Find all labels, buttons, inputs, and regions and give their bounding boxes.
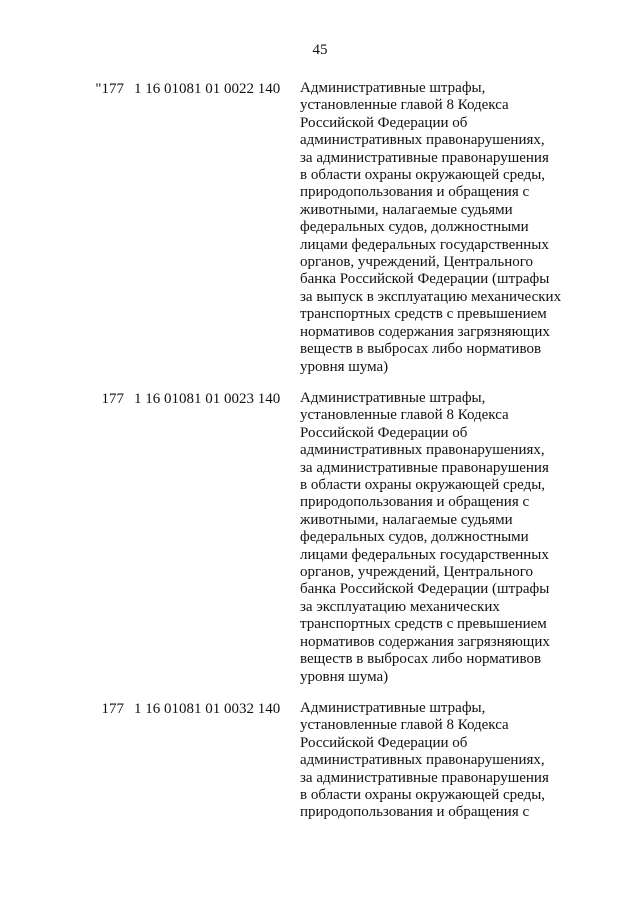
description-line: Российской Федерации об — [300, 734, 468, 751]
description-line: установленные главой 8 Кодекса — [300, 717, 509, 734]
description-line: уровня шума) — [300, 358, 389, 375]
description-line: животными, налагаемые судьями — [300, 511, 513, 528]
description-line: банка Российской Федерации (штрафы — [300, 581, 550, 598]
description-line: органов, учреждений, Центрального — [300, 254, 534, 271]
description-line: животными, налагаемые судьями — [300, 201, 513, 218]
description-line: за административные правонарушения — [300, 769, 549, 786]
description-line: Административные штрафы, — [300, 390, 486, 406]
description-line: природопользования и обращения с — [300, 184, 530, 201]
description-line: уровня шума) — [300, 668, 389, 685]
description-line: в области охраны окружающей среды, — [300, 787, 546, 804]
description-line: лицами федеральных государственных — [300, 236, 549, 253]
page-number: 45 — [312, 42, 328, 58]
kbk-code: 1 16 01081 01 0022 140 — [134, 81, 281, 97]
description-line: в области охраны окружающей среды, — [300, 167, 546, 184]
description-line: Российской Федерации об — [300, 114, 468, 131]
description-line: за выпуск в эксплуатацию механических — [300, 288, 562, 305]
description — [300, 700, 620, 822]
description-line: административных правонарушениях, — [300, 132, 545, 149]
description — [300, 390, 620, 686]
description-line: федеральных судов, должностными — [300, 219, 529, 236]
description-line: установленные главой 8 Кодекса — [300, 407, 509, 424]
description-line: федеральных судов, должностными — [300, 529, 529, 546]
description-line: административных правонарушениях, — [300, 752, 545, 769]
description — [300, 80, 620, 376]
description-line: нормативов содержания загрязняющих — [300, 323, 550, 340]
description-line: банка Российской Федерации (штрафы — [300, 271, 550, 288]
description-line: установленные главой 8 Кодекса — [300, 97, 509, 114]
description-line: лицами федеральных государственных — [300, 546, 549, 563]
description-line: административных правонарушениях, — [300, 442, 545, 459]
description-line: веществ в выбросах либо нормативов — [300, 341, 542, 358]
description-line: Российской Федерации об — [300, 424, 468, 441]
description-line: нормативов содержания загрязняющих — [300, 633, 550, 650]
description-line: органов, учреждений, Центрального — [300, 564, 534, 581]
description-line: транспортных средств с превышением — [300, 616, 547, 633]
description-line: Административные штрафы, — [300, 80, 486, 96]
description-line: за административные правонарушения — [300, 459, 549, 476]
kbk-code: 1 16 01081 01 0023 140 — [134, 391, 281, 407]
kbk-code: 1 16 01081 01 0032 140 — [134, 701, 281, 717]
description-line: Административные штрафы, — [300, 700, 486, 716]
description-line: за административные правонарушения — [300, 149, 549, 166]
description-line: за эксплуатацию механических — [300, 598, 500, 615]
admin-code: "177 — [95, 81, 124, 97]
description-line: природопользования и обращения с — [300, 804, 530, 821]
description-line: веществ в выбросах либо нормативов — [300, 651, 542, 668]
admin-code: 177 — [101, 391, 124, 407]
description-line: природопользования и обращения с — [300, 494, 530, 511]
description-line: транспортных средств с превышением — [300, 306, 547, 323]
admin-code: 177 — [101, 701, 124, 717]
description-line: в области охраны окружающей среды, — [300, 477, 546, 494]
